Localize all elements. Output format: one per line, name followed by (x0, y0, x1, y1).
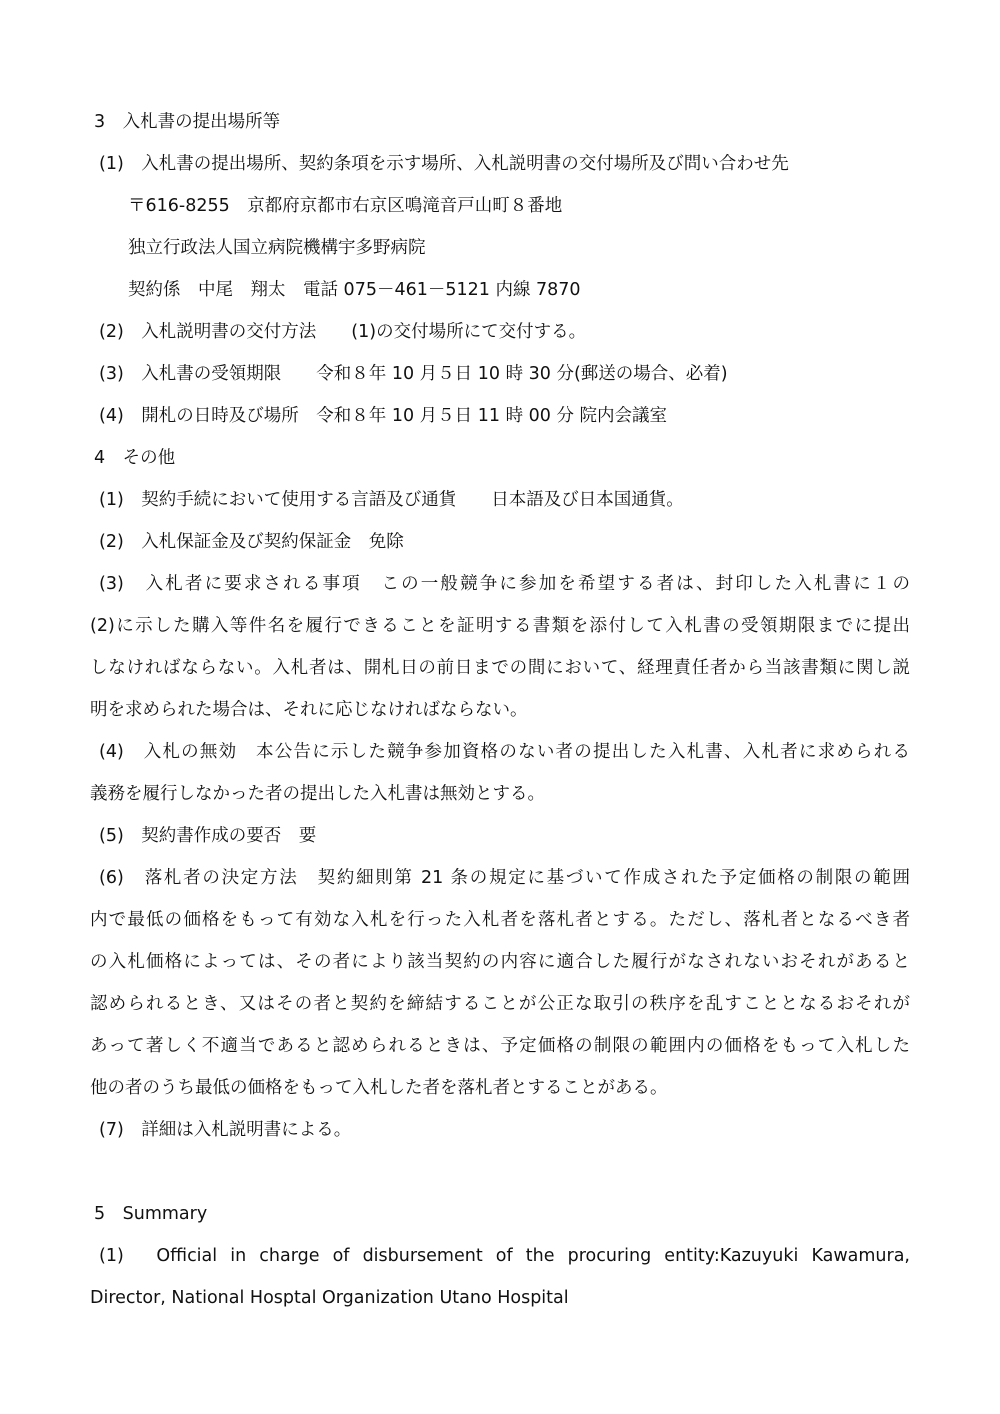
section-4-item-2: (2) 入札保証金及び契約保証金 免除 (99, 532, 404, 552)
address-line: 〒616-8255 京都府京都市右京区鳴滝音戸山町８番地 (128, 196, 563, 216)
section-3-item-3: (3) 入札書の受領期限 令和８年 10 月５日 10 時 30 分(郵送の場合、必着) (99, 364, 728, 384)
contact-line: 契約係 中尾 翔太 電話 075－461－5121 内線 7870 (128, 280, 581, 300)
section-4-item-3-line-3: しなければならない。入札者は、開札日の前日までの間において、経理責任者から当該書類に関し説 (90, 658, 910, 678)
section-3-item-1: (1) 入札書の提出場所、契約条項を示す場所、入札説明書の交付場所及び問い合わせ先 (99, 154, 789, 174)
section-4-item-6-line-2: 内で最低の価格をもって有効な入札を行った入札者を落札者とする。ただし、落札者となるべき者 (90, 910, 910, 930)
section-4-item-4-line-2: 義務を履行しなかった者の提出した入札書は無効とする。 (90, 784, 545, 804)
section-4-item-6-line-6: 他の者のうち最低の価格をもって入札した者を落札者とすることがある。 (90, 1078, 668, 1098)
section-3-item-2: (2) 入札説明書の交付方法 (1)の交付場所にて交付する。 (99, 322, 587, 342)
section-3-item-4: (4) 開札の日時及び場所 令和８年 10 月５日 11 時 00 分 院内会議室 (99, 406, 668, 426)
section-4-item-6-line-4: 認められるとき、又はその者と契約を締結することが公正な取引の秩序を乱すこととなるおそれが (90, 994, 910, 1014)
section-5-heading: 5 Summary (94, 1204, 208, 1224)
section-4-item-6-line-5: あって著しく不適当であると認められるときは、予定価格の制限の範囲内の価格をもって入札した (90, 1036, 910, 1056)
section-4-item-3-line-2: (2)に示した購入等件名を履行できることを証明する書類を添付して入札書の受領期限までに提出 (90, 616, 910, 636)
section-4-item-5: (5) 契約書作成の要否 要 (99, 826, 317, 846)
organization-line: 独立行政法人国立病院機構宇多野病院 (128, 238, 426, 258)
section-3-heading: 3 入札書の提出場所等 (94, 112, 281, 132)
section-4-heading: 4 その他 (94, 448, 176, 468)
section-4-item-7: (7) 詳細は入札説明書による。 (99, 1120, 352, 1140)
section-4-item-6-line-3: の入札価格によっては、その者により該当契約の内容に適合した履行がなされないおそれがあると (90, 952, 910, 972)
section-4-item-3-line-4: 明を求められた場合は、それに応じなければならない。 (90, 700, 528, 720)
section-4-item-3-line-1: (3) 入札者に要求される事項 この一般競争に参加を希望する者は、封印した入札書に１の (99, 574, 910, 594)
section-4-item-6-line-1: (6) 落札者の決定方法 契約細則第 21 条の規定に基づいて作成された予定価格の制限の範囲 (99, 868, 910, 888)
section-5-item-1-line-1: (1) Official in charge of disbursement of the procuring entity:Kazuyuki Kawamura, (99, 1246, 910, 1266)
section-4-item-1: (1) 契約手続において使用する言語及び通貨 日本語及び日本国通貨。 (99, 490, 684, 510)
section-5-item-1-line-2: Director, National Hosptal Organization Utano Hospital (90, 1288, 569, 1308)
section-4-item-4-line-1: (4) 入札の無効 本公告に示した競争参加資格のない者の提出した入札書、入札者に求められる (99, 742, 910, 762)
